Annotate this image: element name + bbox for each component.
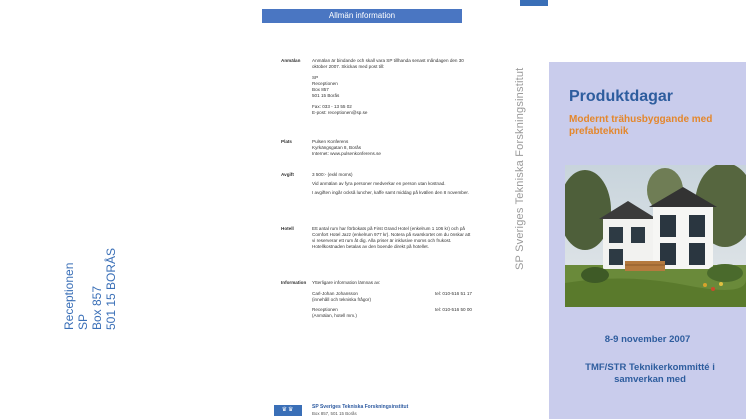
registration-text: Anmälan är bindande och skall vara SP tillhanda senast måndagen den 30 oktober 2007. Skickas med post till: — [312, 58, 464, 69]
venue-website: Internet: www.pulsenkonferens.se — [312, 151, 381, 156]
cover-subtitle: Modernt trähusbyggande med prefabteknik — [569, 114, 713, 137]
crown-logo-icon: ♛♛ — [274, 405, 302, 416]
general-info-header: Allmän information — [262, 9, 462, 23]
fax-number: Fax: 033 - 13 55 02 — [312, 104, 352, 109]
event-organizer: TMF/STR Teknikerkommitté i samverkan med — [585, 362, 715, 385]
section-label: Anmälan — [281, 58, 301, 63]
hotel-text: Ett antal rum har förbokats på First Grand Hotel (enkelrum 1 106 kr) och på Comfort Hotel Jazz (enkelrum 977 kr). Notera på svarskortet om du önskar att vi reserverar ett rum åt dig. Alla priser är inklusive moms och frukost. Hotellkostnaden betalas av den boende direkt på hotellet. — [312, 226, 471, 249]
house-photo — [565, 165, 746, 307]
venue-address: Kyrkängsgatan 8, Borås — [312, 145, 362, 150]
contact-phone: tel: 010-516 50 00 — [434, 307, 472, 312]
fee-discount: Vid anmälan av fyra personer medverkar en person utan kostnad. — [312, 181, 446, 186]
section-label: Avgift — [281, 172, 294, 177]
information-intro: Ytterligare information lämnas av: — [312, 280, 381, 285]
contact-role: (innehåll och tekniska frågor) — [312, 297, 371, 302]
section-label: Information — [281, 280, 307, 285]
footer-org-name: SP Sveriges Tekniska Forskningsinstitut — [312, 404, 409, 410]
address-line-recipient: Receptionen — [62, 262, 76, 330]
mailing-address — [62, 150, 118, 330]
registration-address-line: Box 857 — [312, 87, 329, 92]
venue-name: Pulsen Konferens — [312, 139, 349, 144]
contact-name: Carl-Johan Johansson — [312, 291, 358, 296]
email-address: E-post: receptionen@sp.se — [312, 110, 368, 115]
top-color-block — [520, 0, 548, 6]
cover-title: Produktdagar — [569, 88, 674, 105]
registration-address-line: Receptionen — [312, 81, 338, 86]
contact-row — [312, 291, 472, 303]
address-line-postal: 501 15 BORÅS — [104, 247, 118, 330]
contact-name: Receptionen — [312, 307, 338, 312]
institute-vertical-text: SP Sveriges Tekniska Forskningsinstitut — [514, 67, 526, 270]
event-date: 8-9 november 2007 — [604, 334, 691, 345]
address-line-org: SP — [76, 313, 90, 330]
section-label: Plats — [281, 139, 292, 144]
fee-amount: 3 500:- (exkl moms) — [312, 172, 353, 177]
contact-role: (Anmälan, hotell mm.) — [312, 313, 357, 318]
footer — [274, 403, 474, 417]
footer-address: Box 857, 501 15 Borås — [312, 411, 357, 416]
registration-address-line: SP — [312, 75, 319, 80]
registration-address-line: 501 15 Borås — [312, 93, 340, 98]
cover-panel — [549, 62, 746, 419]
fee-includes: I avgiften ingår också luncher, kaffe samt middag på kvällen den 8 november. — [312, 190, 469, 195]
contact-row — [312, 307, 472, 319]
address-line-box: Box 857 — [90, 285, 104, 330]
contact-phone: tel: 010-516 51 17 — [434, 291, 472, 296]
section-label: Hotell — [281, 226, 294, 231]
